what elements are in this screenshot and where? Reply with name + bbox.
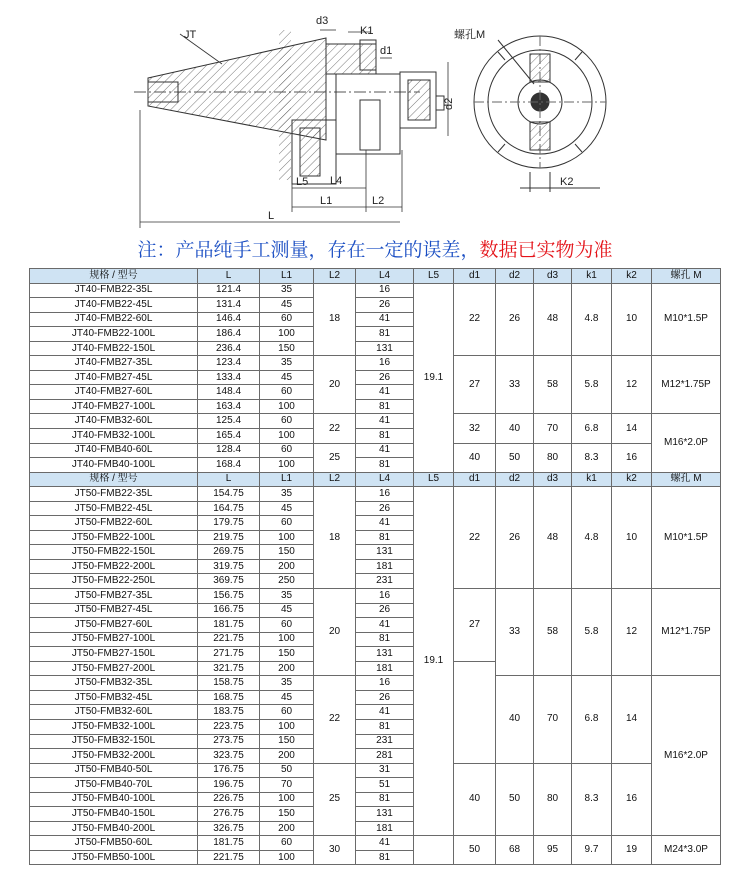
table-row [30,443,721,458]
cell-l: 148.4 [198,385,260,400]
label-l5: L5 [296,176,309,188]
cell-model: JT50-FMB27-150L [30,647,198,662]
col-l2: L2 [314,472,356,487]
table-row [30,487,721,502]
cell-model: JT50-FMB22-100L [30,530,198,545]
cell-l4: 231 [356,574,414,589]
cell-model: JT50-FMB22-150L [30,545,198,560]
cell-model: JT40-FMB22-35L [30,283,198,298]
cell-d2: 50 [496,443,534,472]
cell-d1: 50 [454,836,496,865]
table-header-row [30,269,721,284]
cell-l2: 25 [314,763,356,836]
cell-l1: 45 [260,690,314,705]
cell-l: 168.75 [198,690,260,705]
cell-l4: 181 [356,661,414,676]
cell-l4: 231 [356,734,414,749]
cell-l: 163.4 [198,399,260,414]
tool-holder-side-view [134,30,444,184]
cell-l4: 281 [356,749,414,764]
cell-l1: 100 [260,458,314,473]
cell-l1: 35 [260,356,314,371]
cell-d1: 22 [454,283,496,356]
cell-l4: 41 [356,836,414,851]
cell-l1: 150 [260,807,314,822]
table-row [30,836,721,851]
cell-l1: 45 [260,298,314,313]
cell-l1: 35 [260,589,314,604]
label-l1: L1 [320,195,333,207]
cell-l1: 100 [260,429,314,444]
cell-l1: 60 [260,443,314,458]
cell-l4: 41 [356,414,414,429]
cell-l1: 35 [260,676,314,691]
cell-k2: 10 [612,283,652,356]
label-l: L [268,210,275,222]
cell-l4: 26 [356,501,414,516]
cell-l: 168.4 [198,458,260,473]
col-screw-m: 螺孔 M [652,472,721,487]
cell-screw-m: M16*2.0P [652,676,721,836]
cell-k1: 8.3 [572,763,612,836]
cell-d1 [454,661,496,763]
cell-k2: 12 [612,589,652,676]
cell-l4: 131 [356,545,414,560]
cell-l4: 16 [356,283,414,298]
cell-l1: 200 [260,559,314,574]
cell-l4: 41 [356,443,414,458]
cell-l4: 81 [356,399,414,414]
cell-l: 323.75 [198,749,260,764]
cell-k1: 4.8 [572,283,612,356]
cell-l4: 81 [356,719,414,734]
cell-model: JT50-FMB40-200L [30,821,198,836]
col-l: L [198,472,260,487]
cell-l1: 60 [260,414,314,429]
cell-l: 165.4 [198,429,260,444]
cell-l: 221.75 [198,632,260,647]
cell-model: JT40-FMB27-45L [30,370,198,385]
cell-model: JT50-FMB22-250L [30,574,198,589]
cell-d2: 33 [496,356,534,414]
cell-model: JT50-FMB22-35L [30,487,198,502]
col-d3: d3 [534,269,572,284]
cell-l1: 45 [260,370,314,385]
cell-l1: 60 [260,836,314,851]
col-d2: d2 [496,269,534,284]
cell-l1: 35 [260,283,314,298]
cell-l2: 25 [314,443,356,472]
cell-model: JT50-FMB40-50L [30,763,198,778]
technical-drawing [0,0,750,232]
cell-l2: 20 [314,356,356,414]
table-row [30,589,721,604]
cell-l: 131.4 [198,298,260,313]
col-l1: L1 [260,472,314,487]
col-l1: L1 [260,269,314,284]
cell-l4: 26 [356,370,414,385]
cell-l4: 26 [356,603,414,618]
cell-l1: 60 [260,516,314,531]
cell-l: 154.75 [198,487,260,502]
cell-l: 326.75 [198,821,260,836]
cell-l1: 100 [260,792,314,807]
cell-l1: 150 [260,734,314,749]
cell-k2: 14 [612,676,652,763]
cell-d3: 48 [534,487,572,589]
cell-l: 183.75 [198,705,260,720]
cell-model: JT50-FMB22-45L [30,501,198,516]
cell-l2: 22 [314,414,356,443]
cell-l4: 41 [356,618,414,633]
table-row [30,283,721,298]
cell-model: JT50-FMB27-200L [30,661,198,676]
cell-d1: 40 [454,763,496,836]
cell-l: 164.75 [198,501,260,516]
cell-l1: 200 [260,661,314,676]
cell-l: 273.75 [198,734,260,749]
cell-model: JT50-FMB50-60L [30,836,198,851]
cell-l1: 100 [260,327,314,342]
cell-model: JT40-FMB22-150L [30,341,198,356]
notice-text: 注：产品纯手工测量，存在一定的误差， [137,240,480,261]
cell-l2: 22 [314,676,356,763]
cell-l4: 41 [356,516,414,531]
cell-model: JT40-FMB40-100L [30,458,198,473]
cell-k1: 4.8 [572,487,612,589]
cell-l4: 81 [356,429,414,444]
cell-d3: 58 [534,356,572,414]
label-d2: d2 [443,97,455,110]
cell-model: JT40-FMB22-45L [30,298,198,313]
table-row [30,763,721,778]
col-d1: d1 [454,269,496,284]
cell-model: JT50-FMB22-60L [30,516,198,531]
cell-l: 319.75 [198,559,260,574]
cell-l4: 16 [356,356,414,371]
cell-screw-m: M24*3.0P [652,836,721,865]
cell-l1: 45 [260,603,314,618]
cell-l2: 18 [314,283,356,356]
cell-l: 196.75 [198,778,260,793]
cell-l1: 150 [260,647,314,662]
col-model: 规格 / 型号 [30,472,198,487]
cell-model: JT50-FMB40-100L [30,792,198,807]
cell-k1: 5.8 [572,589,612,676]
cell-l: 179.75 [198,516,260,531]
cell-l: 181.75 [198,618,260,633]
cell-l4: 81 [356,530,414,545]
cell-d2: 33 [496,589,534,676]
cell-k2: 16 [612,763,652,836]
table-row [30,356,721,371]
cell-model: JT40-FMB22-100L [30,327,198,342]
col-d2: d2 [496,472,534,487]
col-k2: k2 [612,269,652,284]
col-l5: L5 [414,472,454,487]
cell-l4: 51 [356,778,414,793]
cell-model: JT50-FMB32-200L [30,749,198,764]
cell-screw-m: M12*1.75P [652,356,721,414]
cell-l4: 26 [356,298,414,313]
cell-d1: 32 [454,414,496,443]
cell-l: 219.75 [198,530,260,545]
cell-l: 269.75 [198,545,260,560]
cell-d2: 50 [496,763,534,836]
cell-model: JT50-FMB32-100L [30,719,198,734]
cell-l4: 41 [356,705,414,720]
cell-l1: 35 [260,487,314,502]
cell-l: 125.4 [198,414,260,429]
cell-l1: 100 [260,632,314,647]
table-row [30,676,721,691]
cell-k1: 9.7 [572,836,612,865]
col-k1: k1 [572,472,612,487]
col-l4: L4 [356,472,414,487]
cell-l1: 100 [260,399,314,414]
cell-model: JT50-FMB50-100L [30,850,198,865]
col-l2: L2 [314,269,356,284]
col-l: L [198,269,260,284]
cell-l5: 19.1 [414,283,454,472]
cell-k2: 16 [612,443,652,472]
cell-k1: 6.8 [572,414,612,443]
cell-d3: 95 [534,836,572,865]
cell-model: JT50-FMB40-150L [30,807,198,822]
label-l4: L4 [330,175,343,187]
cell-l: 123.4 [198,356,260,371]
cell-l: 181.75 [198,836,260,851]
col-k1: k1 [572,269,612,284]
col-d1: d1 [454,472,496,487]
cell-l4: 131 [356,341,414,356]
cell-l: 221.75 [198,850,260,865]
cell-model: JT50-FMB32-45L [30,690,198,705]
cell-l1: 200 [260,821,314,836]
cell-l4: 26 [356,690,414,705]
cell-k2: 19 [612,836,652,865]
cell-l4: 81 [356,458,414,473]
cell-l4: 16 [356,487,414,502]
cell-d1: 40 [454,443,496,472]
cell-d2: 40 [496,676,534,763]
measurement-notice [0,236,750,266]
label-k2: K2 [560,176,574,188]
cell-l4: 181 [356,821,414,836]
cell-k2: 14 [612,414,652,443]
cell-k2: 10 [612,487,652,589]
cell-k2: 12 [612,356,652,414]
cell-model: JT50-FMB40-70L [30,778,198,793]
col-model: 规格 / 型号 [30,269,198,284]
cell-l: 321.75 [198,661,260,676]
notice-emphasis: 数据已实物为准 [479,240,613,261]
cell-l: 226.75 [198,792,260,807]
cell-l5: 19.1 [414,487,454,836]
cell-d3: 80 [534,443,572,472]
cell-l: 156.75 [198,589,260,604]
cell-l: 121.4 [198,283,260,298]
cell-l5 [414,836,454,865]
label-d3: d3 [316,15,329,27]
cell-d3: 70 [534,414,572,443]
label-l2: L2 [372,195,385,207]
cell-l1: 60 [260,618,314,633]
cell-screw-m: M16*2.0P [652,414,721,472]
cell-l: 158.75 [198,676,260,691]
cell-l1: 60 [260,312,314,327]
cell-l1: 60 [260,385,314,400]
cell-l: 276.75 [198,807,260,822]
cell-d2: 68 [496,836,534,865]
cell-d1: 22 [454,487,496,589]
cell-model: JT40-FMB22-60L [30,312,198,327]
label-k1: K1 [360,25,374,37]
cell-l: 223.75 [198,719,260,734]
cell-model: JT40-FMB27-60L [30,385,198,400]
cell-l1: 200 [260,749,314,764]
cell-l2: 20 [314,589,356,676]
cell-model: JT50-FMB32-35L [30,676,198,691]
spec-table [29,268,721,865]
label-jt: JT [184,29,197,41]
cell-l4: 131 [356,647,414,662]
col-d3: d3 [534,472,572,487]
cell-l1: 250 [260,574,314,589]
cell-l2: 18 [314,487,356,589]
cell-l1: 45 [260,501,314,516]
cell-d3: 48 [534,283,572,356]
cell-l: 271.75 [198,647,260,662]
cell-d3: 70 [534,676,572,763]
cell-l: 128.4 [198,443,260,458]
label-screw-hole: 螺孔M [454,29,486,41]
cell-screw-m: M12*1.75P [652,589,721,676]
cell-model: JT40-FMB40-60L [30,443,198,458]
cell-model: JT50-FMB27-35L [30,589,198,604]
cell-d3: 58 [534,589,572,676]
cell-d2: 26 [496,487,534,589]
cell-l1: 50 [260,763,314,778]
cell-model: JT40-FMB27-100L [30,399,198,414]
cell-l4: 41 [356,385,414,400]
cell-l4: 81 [356,632,414,647]
cell-l: 236.4 [198,341,260,356]
cell-d2: 40 [496,414,534,443]
cell-model: JT50-FMB27-100L [30,632,198,647]
cell-l4: 31 [356,763,414,778]
cell-l1: 60 [260,705,314,720]
cell-l: 133.4 [198,370,260,385]
cell-k1: 8.3 [572,443,612,472]
col-l5: L5 [414,269,454,284]
table-header-row [30,472,721,487]
cell-l: 176.75 [198,763,260,778]
cell-d1: 27 [454,356,496,414]
cell-model: JT50-FMB27-60L [30,618,198,633]
cell-d3: 80 [534,763,572,836]
cell-l4: 41 [356,312,414,327]
cell-k1: 5.8 [572,356,612,414]
cell-model: JT50-FMB32-60L [30,705,198,720]
cell-l4: 81 [356,327,414,342]
cell-l4: 131 [356,807,414,822]
col-l4: L4 [356,269,414,284]
cell-l4: 81 [356,850,414,865]
cell-d2: 26 [496,283,534,356]
col-k2: k2 [612,472,652,487]
col-screw-m: 螺孔 M [652,269,721,284]
cell-model: JT50-FMB22-200L [30,559,198,574]
cell-l1: 70 [260,778,314,793]
cell-l4: 181 [356,559,414,574]
cell-l4: 81 [356,792,414,807]
cell-k1: 6.8 [572,676,612,763]
cell-l1: 100 [260,530,314,545]
cell-model: JT50-FMB32-150L [30,734,198,749]
cell-model: JT40-FMB32-100L [30,429,198,444]
cell-model: JT40-FMB27-35L [30,356,198,371]
cell-screw-m: M10*1.5P [652,283,721,356]
cell-model: JT40-FMB32-60L [30,414,198,429]
cell-l1: 100 [260,850,314,865]
cell-l: 166.75 [198,603,260,618]
cell-l4: 16 [356,589,414,604]
cell-l4: 16 [356,676,414,691]
cell-l: 186.4 [198,327,260,342]
cell-l1: 150 [260,341,314,356]
cell-d1: 27 [454,589,496,662]
cell-l1: 100 [260,719,314,734]
cell-l1: 150 [260,545,314,560]
cell-model: JT50-FMB27-45L [30,603,198,618]
cell-l2: 30 [314,836,356,865]
cell-screw-m: M10*1.5P [652,487,721,589]
cell-l: 146.4 [198,312,260,327]
table-row [30,414,721,429]
cell-l: 369.75 [198,574,260,589]
label-d1: d1 [380,45,393,57]
end-view [474,36,606,192]
